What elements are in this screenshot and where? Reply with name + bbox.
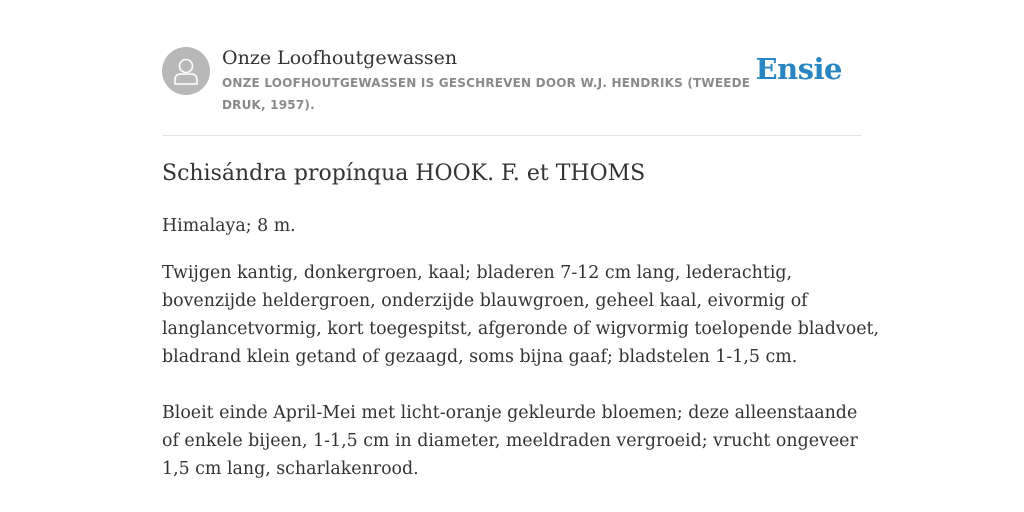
text-line: of enkele bijeen, 1-1,5 cm in diameter, meeldraden vergroeid; vrucht ongeveer xyxy=(162,431,858,451)
text-line: Twijgen kantig, donkergroen, kaal; bladeren 7-12 cm lang, lederachtig, xyxy=(162,263,793,283)
book-subtitle-line: ONZE LOOFHOUTGEWASSEN IS GESCHREVEN DOOR W.J. HENDRIKS (TWEEDE xyxy=(222,76,751,90)
divider xyxy=(162,135,862,136)
ensie-logo[interactable]: Ensie xyxy=(755,52,842,86)
text-line: langlancetvormig, kort toegespitst, afgeronde of wigvormig toelopende bladvoet, xyxy=(162,319,880,339)
book-subtitle xyxy=(222,72,752,116)
user-icon xyxy=(162,47,210,95)
paragraph-description xyxy=(162,259,880,371)
text-line: Himalaya; 8 m. xyxy=(162,216,296,236)
entry-body xyxy=(162,212,880,502)
entry-title: Schisándra propínqua HOOK. F. et THOMS xyxy=(162,161,646,186)
text-line: 1,5 cm lang, scharlakenrood. xyxy=(162,459,419,479)
paragraph-location xyxy=(162,212,862,240)
entry-card xyxy=(162,0,880,512)
book-title[interactable]: Onze Loofhoutgewassen xyxy=(222,47,458,69)
paragraph-flowering xyxy=(162,399,862,483)
book-subtitle-line: DRUK, 1957). xyxy=(222,98,315,112)
text-line: bladrand klein getand of gezaagd, soms bijna gaaf; bladstelen 1-1,5 cm. xyxy=(162,347,798,367)
text-line: Bloeit einde April-Mei met licht-oranje gekleurde bloemen; deze alleenstaande xyxy=(162,403,858,423)
avatar xyxy=(162,47,210,95)
book-header xyxy=(162,46,862,136)
text-line: bovenzijde heldergroen, onderzijde blauwgroen, geheel kaal, eivormig of xyxy=(162,291,808,311)
